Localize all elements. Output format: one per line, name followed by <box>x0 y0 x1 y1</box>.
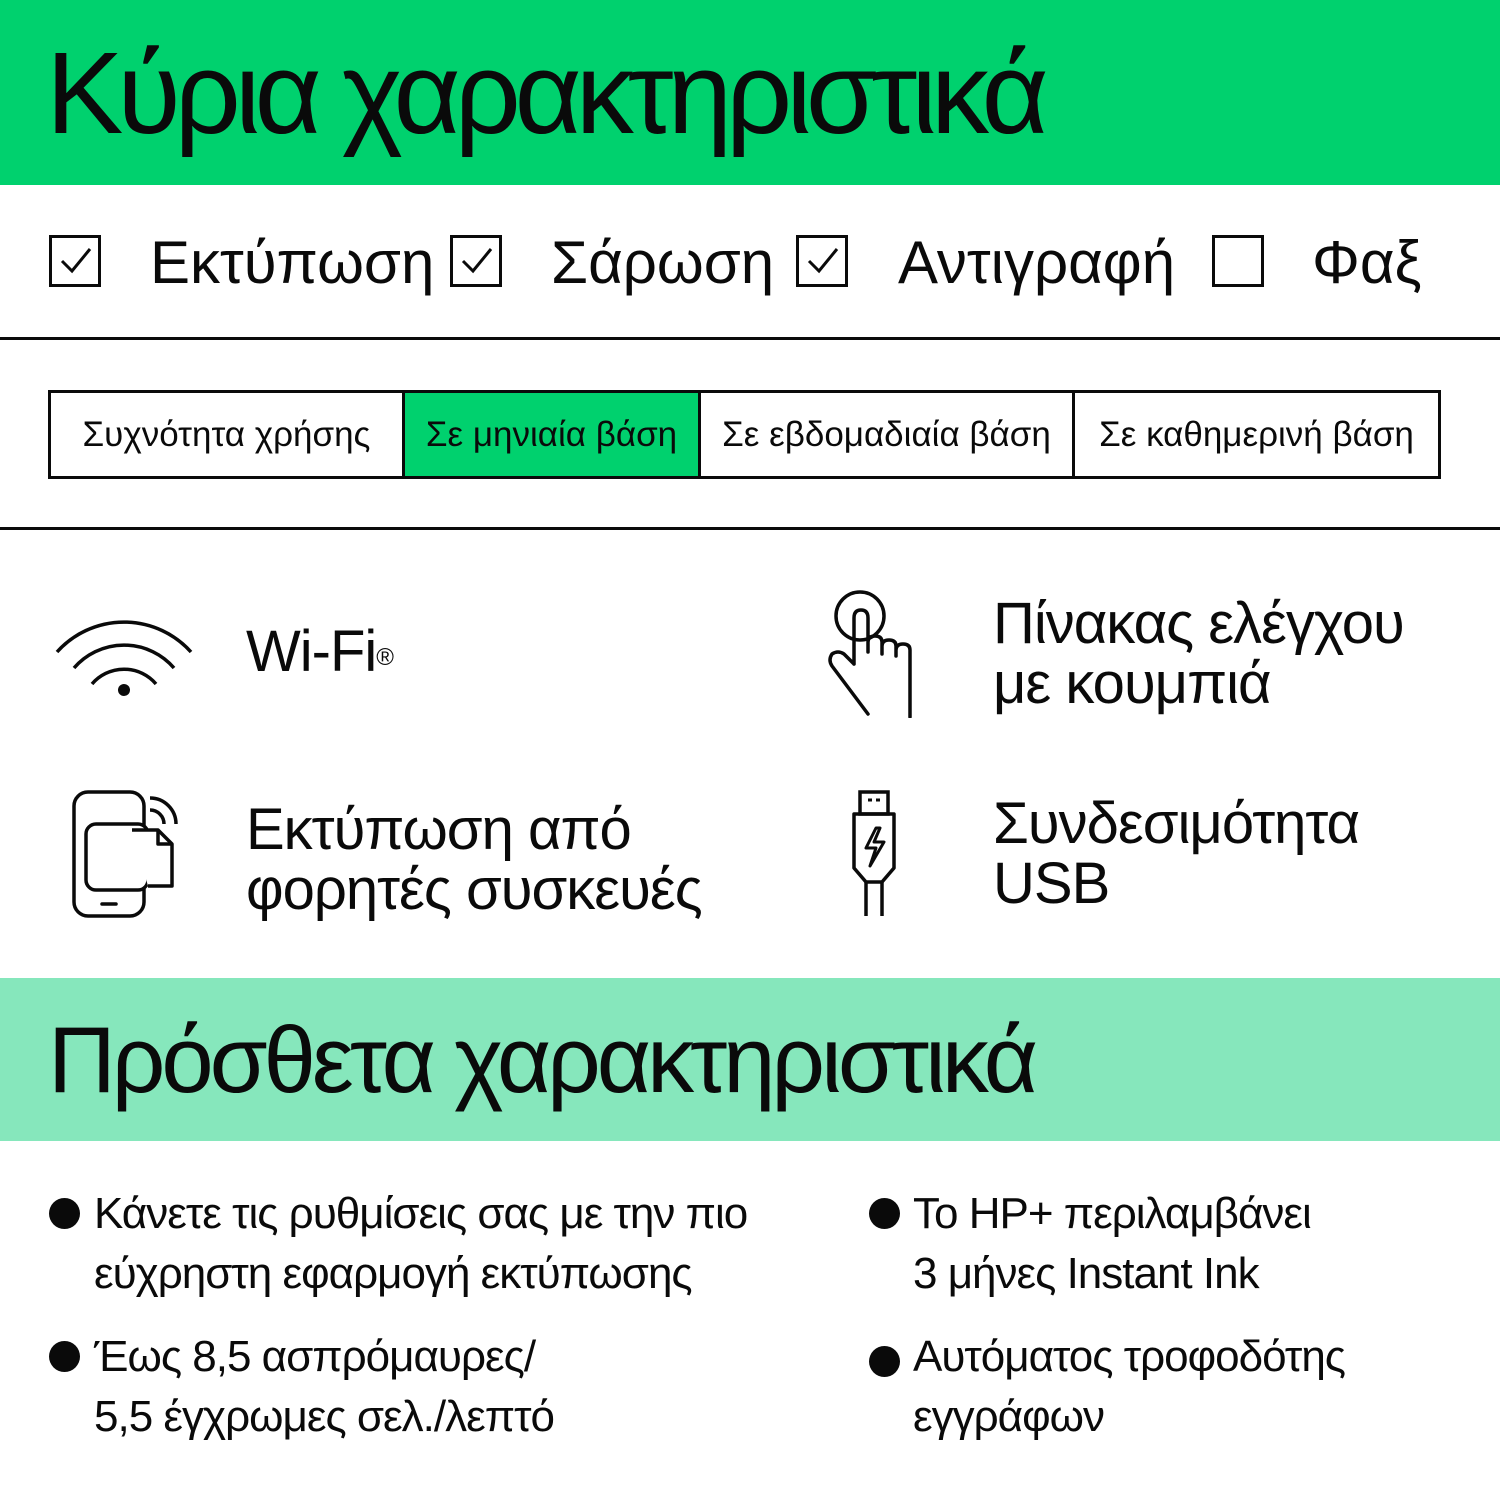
copy-label: Αντιγραφή <box>898 229 1176 296</box>
touch-hand-icon <box>820 590 920 718</box>
print-label: Εκτύπωση <box>150 229 435 296</box>
feature-control-panel-label: Πίνακας ελέγχου με κουμπιά <box>993 591 1404 716</box>
feature-wifi-label: Wi-Fi® <box>246 619 393 684</box>
usb-icon <box>846 790 902 918</box>
wifi-icon <box>52 612 196 702</box>
function-checklist <box>0 200 1500 330</box>
additional-feature-app: Κάνετε τις ρυθμίσεις σας με την πιο εύχρηστη εφαρμογή εκτύπωσης <box>94 1189 748 1298</box>
copy-checkbox[interactable] <box>796 235 848 287</box>
divider <box>0 337 1500 340</box>
bullet-icon <box>49 1341 80 1372</box>
bullet-icon <box>49 1198 80 1229</box>
scan-label: Σάρωση <box>551 229 775 296</box>
fax-checkbox[interactable] <box>1212 235 1264 287</box>
fax-label: Φαξ <box>1312 229 1422 296</box>
usage-frequency-scale <box>48 390 1441 479</box>
mobile-print-icon <box>70 790 180 920</box>
scan-checkbox[interactable] <box>450 235 502 287</box>
frequency-option-monthly[interactable]: Σε μηνιαία βάση <box>402 393 698 476</box>
divider <box>0 527 1500 530</box>
additional-feature-hp-plus: Το HP+ περιλαμβάνει 3 μήνες Instant Ink <box>913 1189 1311 1298</box>
check-icon <box>805 245 841 277</box>
frequency-option-weekly[interactable]: Σε εβδομαδιαία βάση <box>698 393 1072 476</box>
additional-feature-speed: Έως 8,5 ασπρόμαυρες/ 5,5 έγχρωμες σελ./λεπτό <box>94 1332 554 1441</box>
print-checkbox[interactable] <box>49 235 101 287</box>
frequency-option-daily[interactable]: Σε καθημερινή βάση <box>1072 393 1438 476</box>
check-icon <box>459 245 495 277</box>
feature-usb-label: Συνδεσιμότητα USB <box>993 791 1360 916</box>
usage-frequency-label: Συχνότητα χρήσης <box>82 414 371 454</box>
main-heading: Κύρια χαρακτηριστικά <box>46 28 1043 158</box>
bullet-icon <box>869 1346 900 1377</box>
additional-heading: Πρόσθετα χαρακτηριστικά <box>48 1007 1035 1112</box>
check-icon <box>58 245 94 277</box>
feature-mobile-print-label: Εκτύπωση από φορητές συσκευές <box>246 797 702 922</box>
additional-feature-adf: Αυτόματος τροφοδότης εγγράφων <box>913 1332 1345 1441</box>
bullet-icon <box>869 1198 900 1229</box>
